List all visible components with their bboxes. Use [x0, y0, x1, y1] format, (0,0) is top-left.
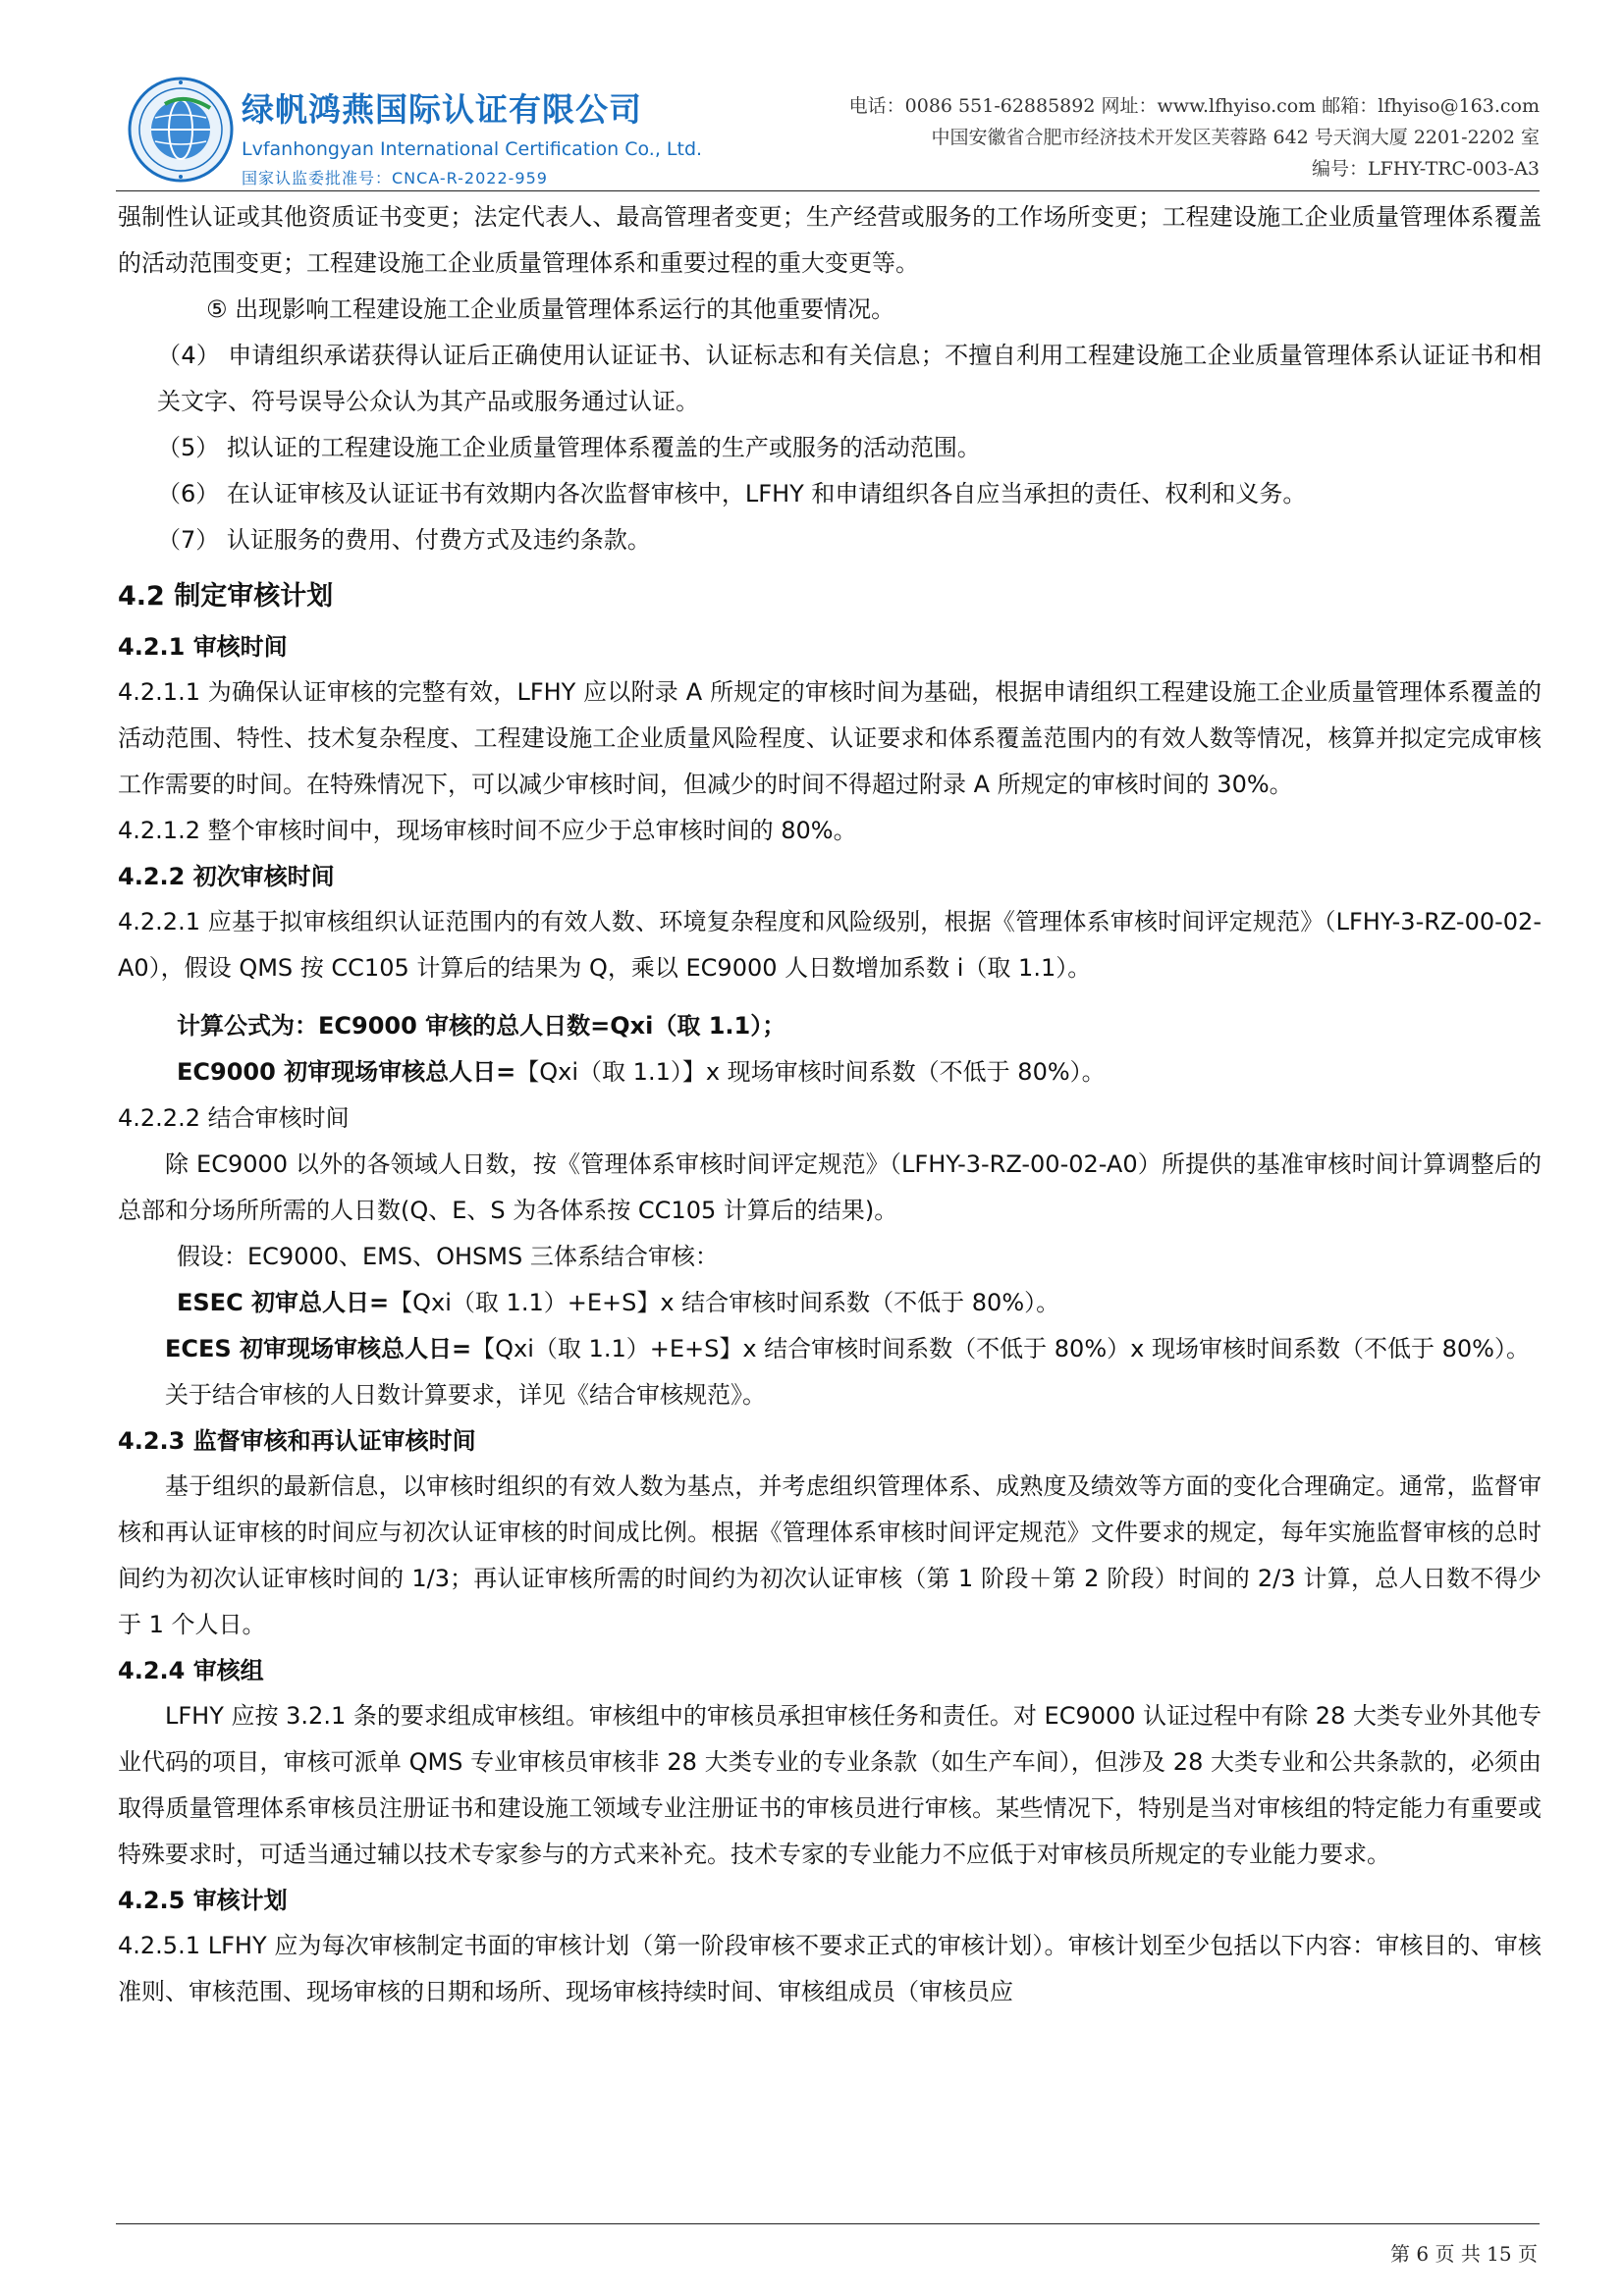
section-heading: 4.2 制定审核计划 — [118, 581, 334, 612]
formula-line — [118, 1280, 1542, 1326]
header-divider — [116, 190, 1540, 191]
document-body — [118, 194, 1542, 2015]
formula-expression: 【Qxi（取 1.1）】x 现场审核时间系数（不低于 80%）。 — [515, 1058, 1106, 1086]
paragraph: 4.2.1.1 为确保认证审核的完整有效，LFHY 应以附录 A 所规定的审核时间为基础，根据申请组织工程建设施工企业质量管理体系覆盖的活动范围、特性、技术复杂程度、工程建设施工企业质量风险程度、认证要求和体系覆盖范围内的有效人数等情况，核算并拟定完成审核工作需要的时间。在特殊情况下，可以减少审核时间，但减少的时间不得超过附录 A 所规定的审核时间的 30%。 — [118, 678, 1542, 798]
globe-seal-icon — [126, 75, 236, 185]
paragraph: 4.2.2.2 结合审核时间 — [118, 1104, 350, 1132]
list-item: （4） 申请组织承诺获得认证后正确使用认证证书、认证标志和有关信息；不擅自利用工程建设施工企业质量管理体系认证证书和相关文字、符号误导公众认为其产品或服务通过认证。 — [157, 342, 1542, 415]
page-number: 第 6 页 共 15 页 — [1390, 2242, 1538, 2266]
footer-divider — [116, 2223, 1540, 2224]
page-header — [116, 69, 1540, 187]
paragraph: 4.2.2.1 应基于拟审核组织认证范围内的有效人数、环境复杂程度和风险级别，根据《管理体系审核时间评定规范》（LFHY-3-RZ-00-02-A0），假设 QMS 按 CC105 计算后的结果为 Q，乘以 EC9000 人日数增加系数 i（取 1.1）。 — [118, 908, 1542, 982]
address-line: 中国安徽省合肥市经济技术开发区芙蓉路 642 号天润大厦 2201-2202 室 — [931, 127, 1540, 148]
approval-number: 国家认监委批准号：CNCA-R-2022-959 — [242, 169, 548, 187]
formula-line — [118, 1326, 1542, 1372]
formula-expression: 【Qxi（取 1.1）+E+S】x 结合审核时间系数（不低于 80%）。 — [389, 1289, 1060, 1316]
company-name-cn: 绿帆鸿燕国际认证有限公司 — [242, 90, 642, 129]
paragraph: 关于结合审核的人日数计算要求，详见《结合审核规范》。 — [165, 1381, 766, 1409]
paragraph: 4.2.1.2 整个审核时间中，现场审核时间不应少于总审核时间的 80%。 — [118, 817, 857, 844]
formula-label: EC9000 初审现场审核总人日= — [177, 1058, 516, 1086]
subsection-heading: 4.2.1 审核时间 — [118, 633, 288, 661]
paragraph: 除 EC9000 以外的各领域人日数，按《管理体系审核时间评定规范》（LFHY-3-RZ-00-02-A0）所提供的基准审核时间计算调整后的总部和分场所所需的人日数(Q、E、S 为各体系按 CC105 计算后的结果)。 — [118, 1150, 1542, 1224]
subsection-heading: 4.2.2 初次审核时间 — [118, 863, 335, 890]
paragraph: 假设：EC9000、EMS、OHSMS 三体系结合审核： — [177, 1243, 719, 1270]
paragraph: 4.2.5.1 LFHY 应为每次审核制定书面的审核计划（第一阶段审核不要求正式的审核计划）。审核计划至少包括以下内容：审核目的、审核准则、审核范围、现场审核的日期和场所、现场审核持续时间、审核组成员（审核员应 — [118, 1932, 1542, 2005]
contact-block — [849, 90, 1540, 185]
formula-expression: 【Qxi（取 1.1）+E+S】x 结合审核时间系数（不低于 80%）x 现场审核时间系数（不低于 80%）。 — [471, 1335, 1530, 1362]
list-item: （7） 认证服务的费用、付费方式及违约条款。 — [157, 526, 651, 554]
subsection-heading: 4.2.3 监督审核和再认证审核时间 — [118, 1427, 476, 1455]
company-brand — [242, 84, 702, 188]
subsection-heading: 4.2.4 审核组 — [118, 1657, 264, 1684]
company-name-en: Lvfanhongyan International Certification Co., Ltd. — [242, 138, 703, 160]
paragraph: LFHY 应按 3.2.1 条的要求组成审核组。审核组中的审核员承担审核任务和责任。对 EC9000 认证过程中有除 28 大类专业外其他专业代码的项目，审核可派单 QMS 专业审核员审核非 28 大类专业的专业条款（如生产车间），但涉及 28 大类专业和公共条款的，必须由取得质量管理体系审核员注册证书和建设施工领域专业注册证书的审核员进行审核。某些情况下，特别是当对审核组的特定能力有重要或特殊要求时，可适当通过辅以技术专家参与的方式来补充。技术专家的专业能力不应低于对审核员所规定的专业能力要求。 — [118, 1702, 1542, 1868]
formula-line — [118, 1049, 1542, 1095]
list-item: ⑤ 出现影响工程建设施工企业质量管理体系运行的其他重要情况。 — [206, 295, 895, 323]
document-number: 编号：LFHY-TRC-003-A3 — [1312, 158, 1540, 180]
paragraph: 基于组织的最新信息，以审核时组织的有效人数为基点，并考虑组织管理体系、成熟度及绩效等方面的变化合理确定。通常，监督审核和再认证审核的时间应与初次认证审核的时间成比例。根据《管理体系审核时间评定规范》文件要求的规定，每年实施监督审核的总时间约为初次认证审核时间的 1/3；再认证审核所需的时间约为初次认证审核（第 1 阶段＋第 2 阶段）时间的 2/3 计算，总人日数不得少于 1 个人日。 — [118, 1472, 1542, 1638]
list-item: （6） 在认证审核及认证证书有效期内各次监督审核中，LFHY 和申请组织各自应当承担的责任、权利和义务。 — [157, 480, 1307, 507]
formula-line: 计算公式为：EC9000 审核的总人日数=Qxi（取 1.1）； — [177, 1012, 786, 1040]
formula-label: ECES 初审现场审核总人日= — [165, 1335, 472, 1362]
subsection-heading: 4.2.5 审核计划 — [118, 1887, 288, 1914]
list-item: （5） 拟认证的工程建设施工企业质量管理体系覆盖的生产或服务的活动范围。 — [157, 434, 981, 461]
formula-label: ESEC 初审总人日= — [177, 1289, 390, 1316]
paragraph: 强制性认证或其他资质证书变更；法定代表人、最高管理者变更；生产经营或服务的工作场所变更；工程建设施工企业质量管理体系覆盖的活动范围变更；工程建设施工企业质量管理体系和重要过程的重大变更等。 — [118, 203, 1542, 277]
contact-line: 电话：0086 551-62885892 网址：www.lfhyiso.com 邮箱：lfhyiso@163.com — [848, 95, 1540, 117]
